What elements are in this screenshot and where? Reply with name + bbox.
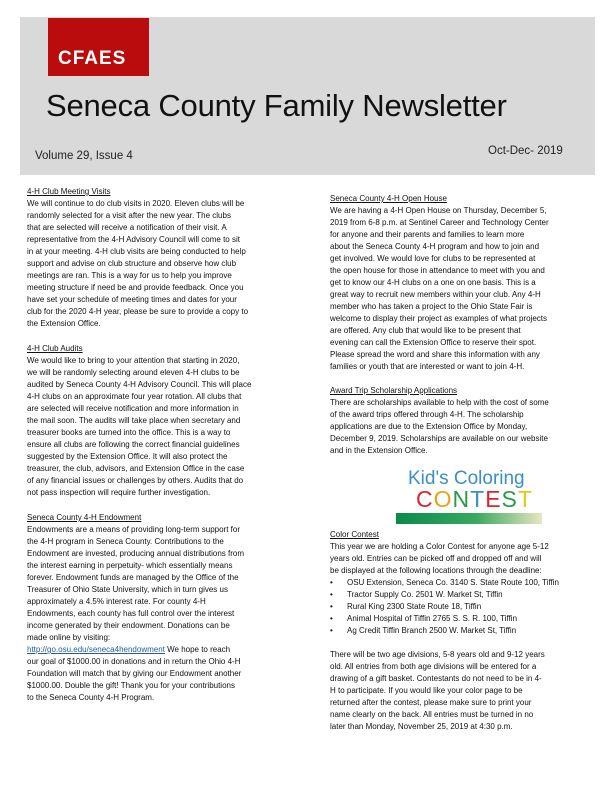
location-text: Animal Hospital of Tiffin 2765 S. S. R. 100, Tiffin — [347, 614, 518, 623]
body-line: treasurer books are turned into the office. This is a way to — [27, 428, 231, 437]
body-line: the interest earning in perpetuity- which essentially means — [27, 561, 233, 570]
body-line: in at your meeting. 4-H club visits are being conducted to help — [27, 247, 246, 256]
body-line: are offered. Any club that would like to be present that — [330, 326, 521, 335]
body-line: randomly selected for a visit after the new year. The clubs — [27, 211, 231, 220]
body-line: member who has taken a project to the Ohio State Fair is — [330, 302, 533, 311]
body-line: applications are due to the Extension Office by Monday, — [330, 422, 528, 431]
body-line: the open house for those in attendance to meet with you and — [330, 266, 545, 275]
body-line: our goal of $1000.00 in donations and in return the Ohio 4-H — [27, 657, 241, 666]
section-club-audits — [27, 343, 251, 499]
body-line: the 4-H program in Seneca County. Contributions to the — [27, 537, 224, 546]
body-line: $1000.00. Double the gift! Thank you for your contributions — [27, 681, 235, 690]
location-list-item — [330, 625, 559, 637]
body-line: and in the Extension Office. — [330, 446, 428, 455]
body-line: that are selected will receive a notification of their visit. A — [27, 223, 227, 232]
body-line: We would like to bring to your attention that starting in 2020, — [27, 356, 240, 365]
body-line: get to know our 4-H clubs on a one on one basis. This is a — [330, 278, 536, 287]
body-line: Endowment are invested, producing annual distributions from — [27, 549, 245, 558]
bullet-icon: • — [330, 602, 333, 611]
kids-coloring-contest-image — [396, 468, 542, 524]
section-heading: Seneca County 4-H Endowment — [27, 513, 142, 522]
body-line: Foundation will match that by giving our Endowment another — [27, 669, 242, 678]
body-line: This year we are holding a Color Contest for anyone age 5-12 — [330, 542, 549, 551]
section-heading: Color Contest — [330, 530, 379, 539]
body-line: families or youth that are interested or want to join 4-H. — [330, 362, 525, 371]
bullet-icon: • — [330, 590, 333, 599]
body-line: income generated by their endowment. Donations can be — [27, 621, 230, 630]
spacer — [330, 637, 559, 649]
coloring-image-line2 — [416, 486, 533, 513]
body-line: evening can call the Extension Office to reserve their spot. — [330, 338, 537, 347]
body-line: approximately a 4.5% interest rate. For county 4-H — [27, 597, 206, 606]
body-line: of the award trips offered through 4-H. The scholarship — [330, 410, 524, 419]
section-heading: Seneca County 4-H Open House — [330, 194, 447, 203]
body-line: Endowments are a means of providing long-term support for — [27, 525, 240, 534]
body-line: of any financial issues or challenges by others. Audits that do — [27, 476, 244, 485]
location-list-item — [330, 613, 559, 625]
section-heading: Award Trip Scholarship Applications — [330, 386, 458, 395]
body-line: 4-H clubs on an approximate four year rotation. All clubs that — [27, 392, 242, 401]
body-line: There are scholarships available to help with the cost of some — [330, 398, 549, 407]
body-line: meetings are ran. This is a way for us to help you improve — [27, 271, 232, 280]
body-line: have set your schedule of meeting times and dates for your — [27, 295, 237, 304]
newsletter-title: Seneca County Family Newsletter — [46, 88, 507, 123]
contest-letter: T — [470, 486, 486, 512]
body-line: forever. Endowment funds are managed by the Office of the — [27, 573, 239, 582]
section-color-contest — [330, 529, 559, 733]
body-line: great way to recruit new members within your club. Any 4-H — [330, 290, 541, 299]
location-text: Ag Credit Tiffin Branch 2500 W. Market St, Tiffin — [347, 626, 517, 635]
body-line: 2019 from 6-8 p.m. at Sentinel Career and Technology Center — [330, 218, 549, 227]
body-line: we will be randomly selecting around eleven 4-H clubs to be — [27, 368, 240, 377]
body-line: years old. Entries can be picked off and dropped off and will — [330, 554, 542, 563]
section-endowment — [27, 512, 244, 704]
location-list-item — [330, 589, 559, 601]
volume-issue: Volume 29, Issue 4 — [35, 150, 133, 162]
contest-letter: N — [452, 486, 471, 512]
body-line: H to participate. If you would like your color page to be — [330, 686, 523, 695]
contest-letter: E — [485, 486, 502, 512]
body-line: We will continue to do club visits in 2020. Eleven clubs will be — [27, 199, 245, 208]
body-line: suggested by the Extension Office. It will also protect the — [27, 452, 228, 461]
body-line: the Extension Office. — [27, 319, 101, 328]
body-line: meeting structure if need be and provide feedback. Once you — [27, 283, 244, 292]
contest-letter: C — [416, 486, 434, 512]
body-line: about the Seneca County 4-H program and how to join and — [330, 242, 540, 251]
body-line: Treasurer of Ohio State University, which in turn gives us — [27, 585, 228, 594]
location-text: OSU Extension, Seneca Co. 3140 S. State Route 100, Tiffin — [347, 578, 559, 587]
body-text: We hope to reach — [164, 645, 231, 654]
coloring-image-line1: Kid's Coloring — [408, 468, 525, 489]
body-line: ensure all clubs are following the correct financial guidelines — [27, 440, 240, 449]
section-award-scholarship — [330, 385, 549, 457]
body-line: be displayed at the following locations through the deadline: — [330, 566, 542, 575]
section-heading: 4-H Club Audits — [27, 344, 83, 353]
body-line: for anyone and their parents and families to learn more — [330, 230, 525, 239]
body-line: December 9, 2019. Scholarships are available on our website — [330, 434, 548, 443]
body-line: treasurer, the club, advisors, and Extension Office in the case — [27, 464, 245, 473]
body-line: old. All entries from both age divisions will be entered for a — [330, 662, 537, 671]
body-line — [27, 644, 244, 656]
cfaes-logo: CFAES — [48, 18, 149, 76]
endowment-link[interactable]: http://go.osu.edu/seneca4hendowment — [27, 645, 165, 654]
body-line: We are having a 4-H Open House on Thursday, December 5, — [330, 206, 547, 215]
section-open-house — [330, 193, 549, 373]
body-line: the mail soon. The audits will take place when secretary and — [27, 416, 241, 425]
body-line: to the Seneca County 4-H Program. — [27, 693, 155, 702]
body-line: drawing of a gift basket. Contestants do not need to be in 4- — [330, 674, 542, 683]
section-heading: 4-H Club Meeting Visits — [27, 187, 111, 196]
body-line: Endowments, each county has full control over the interest — [27, 609, 235, 618]
contest-letter: S — [501, 486, 518, 512]
body-line: get involved. We would love for clubs to be represented at — [330, 254, 536, 263]
location-list-item — [330, 577, 559, 589]
bullet-icon: • — [330, 626, 333, 635]
bullet-icon: • — [330, 578, 333, 587]
bullet-icon: • — [330, 614, 333, 623]
issue-date: Oct-Dec- 2019 — [488, 145, 563, 157]
location-text: Rural King 2300 State Route 18, Tiffin — [347, 602, 482, 611]
body-line: are selected will receive notification and more information in — [27, 404, 239, 413]
body-line: welcome to display their project as examples of what projects — [330, 314, 547, 323]
body-line: representative from the 4-H Advisory Council will come to sit — [27, 235, 240, 244]
location-list-item — [330, 601, 559, 613]
body-line: club for the 2020 4-H year, please be sure to provide a copy to — [27, 307, 249, 316]
body-line: audited by Seneca County 4-H Advisory Council. This will place — [27, 380, 252, 389]
body-line: name clearly on the back. All entries must be turned in no — [330, 710, 534, 719]
location-text: Tractor Supply Co. 2501 W. Market St, Tiffin — [347, 590, 503, 599]
coloring-image-band — [396, 513, 542, 524]
body-line: returned after the contest, please make sure to print your — [330, 698, 532, 707]
contest-letter: O — [433, 486, 453, 512]
body-line: There will be two age divisions, 5-8 years old and 9-12 years — [330, 650, 545, 659]
section-club-visits — [27, 186, 248, 330]
body-line: support and advise on club structure and observe how club — [27, 259, 237, 268]
body-line: not pass inspection will require further investigation. — [27, 488, 211, 497]
body-line: later than Monday, November 25, 2019 at 4:30 p.m. — [330, 722, 513, 731]
body-line: made online by visiting: — [27, 633, 111, 642]
contest-letter: T — [517, 486, 533, 512]
body-line: Please spread the word and share this information with any — [330, 350, 540, 359]
